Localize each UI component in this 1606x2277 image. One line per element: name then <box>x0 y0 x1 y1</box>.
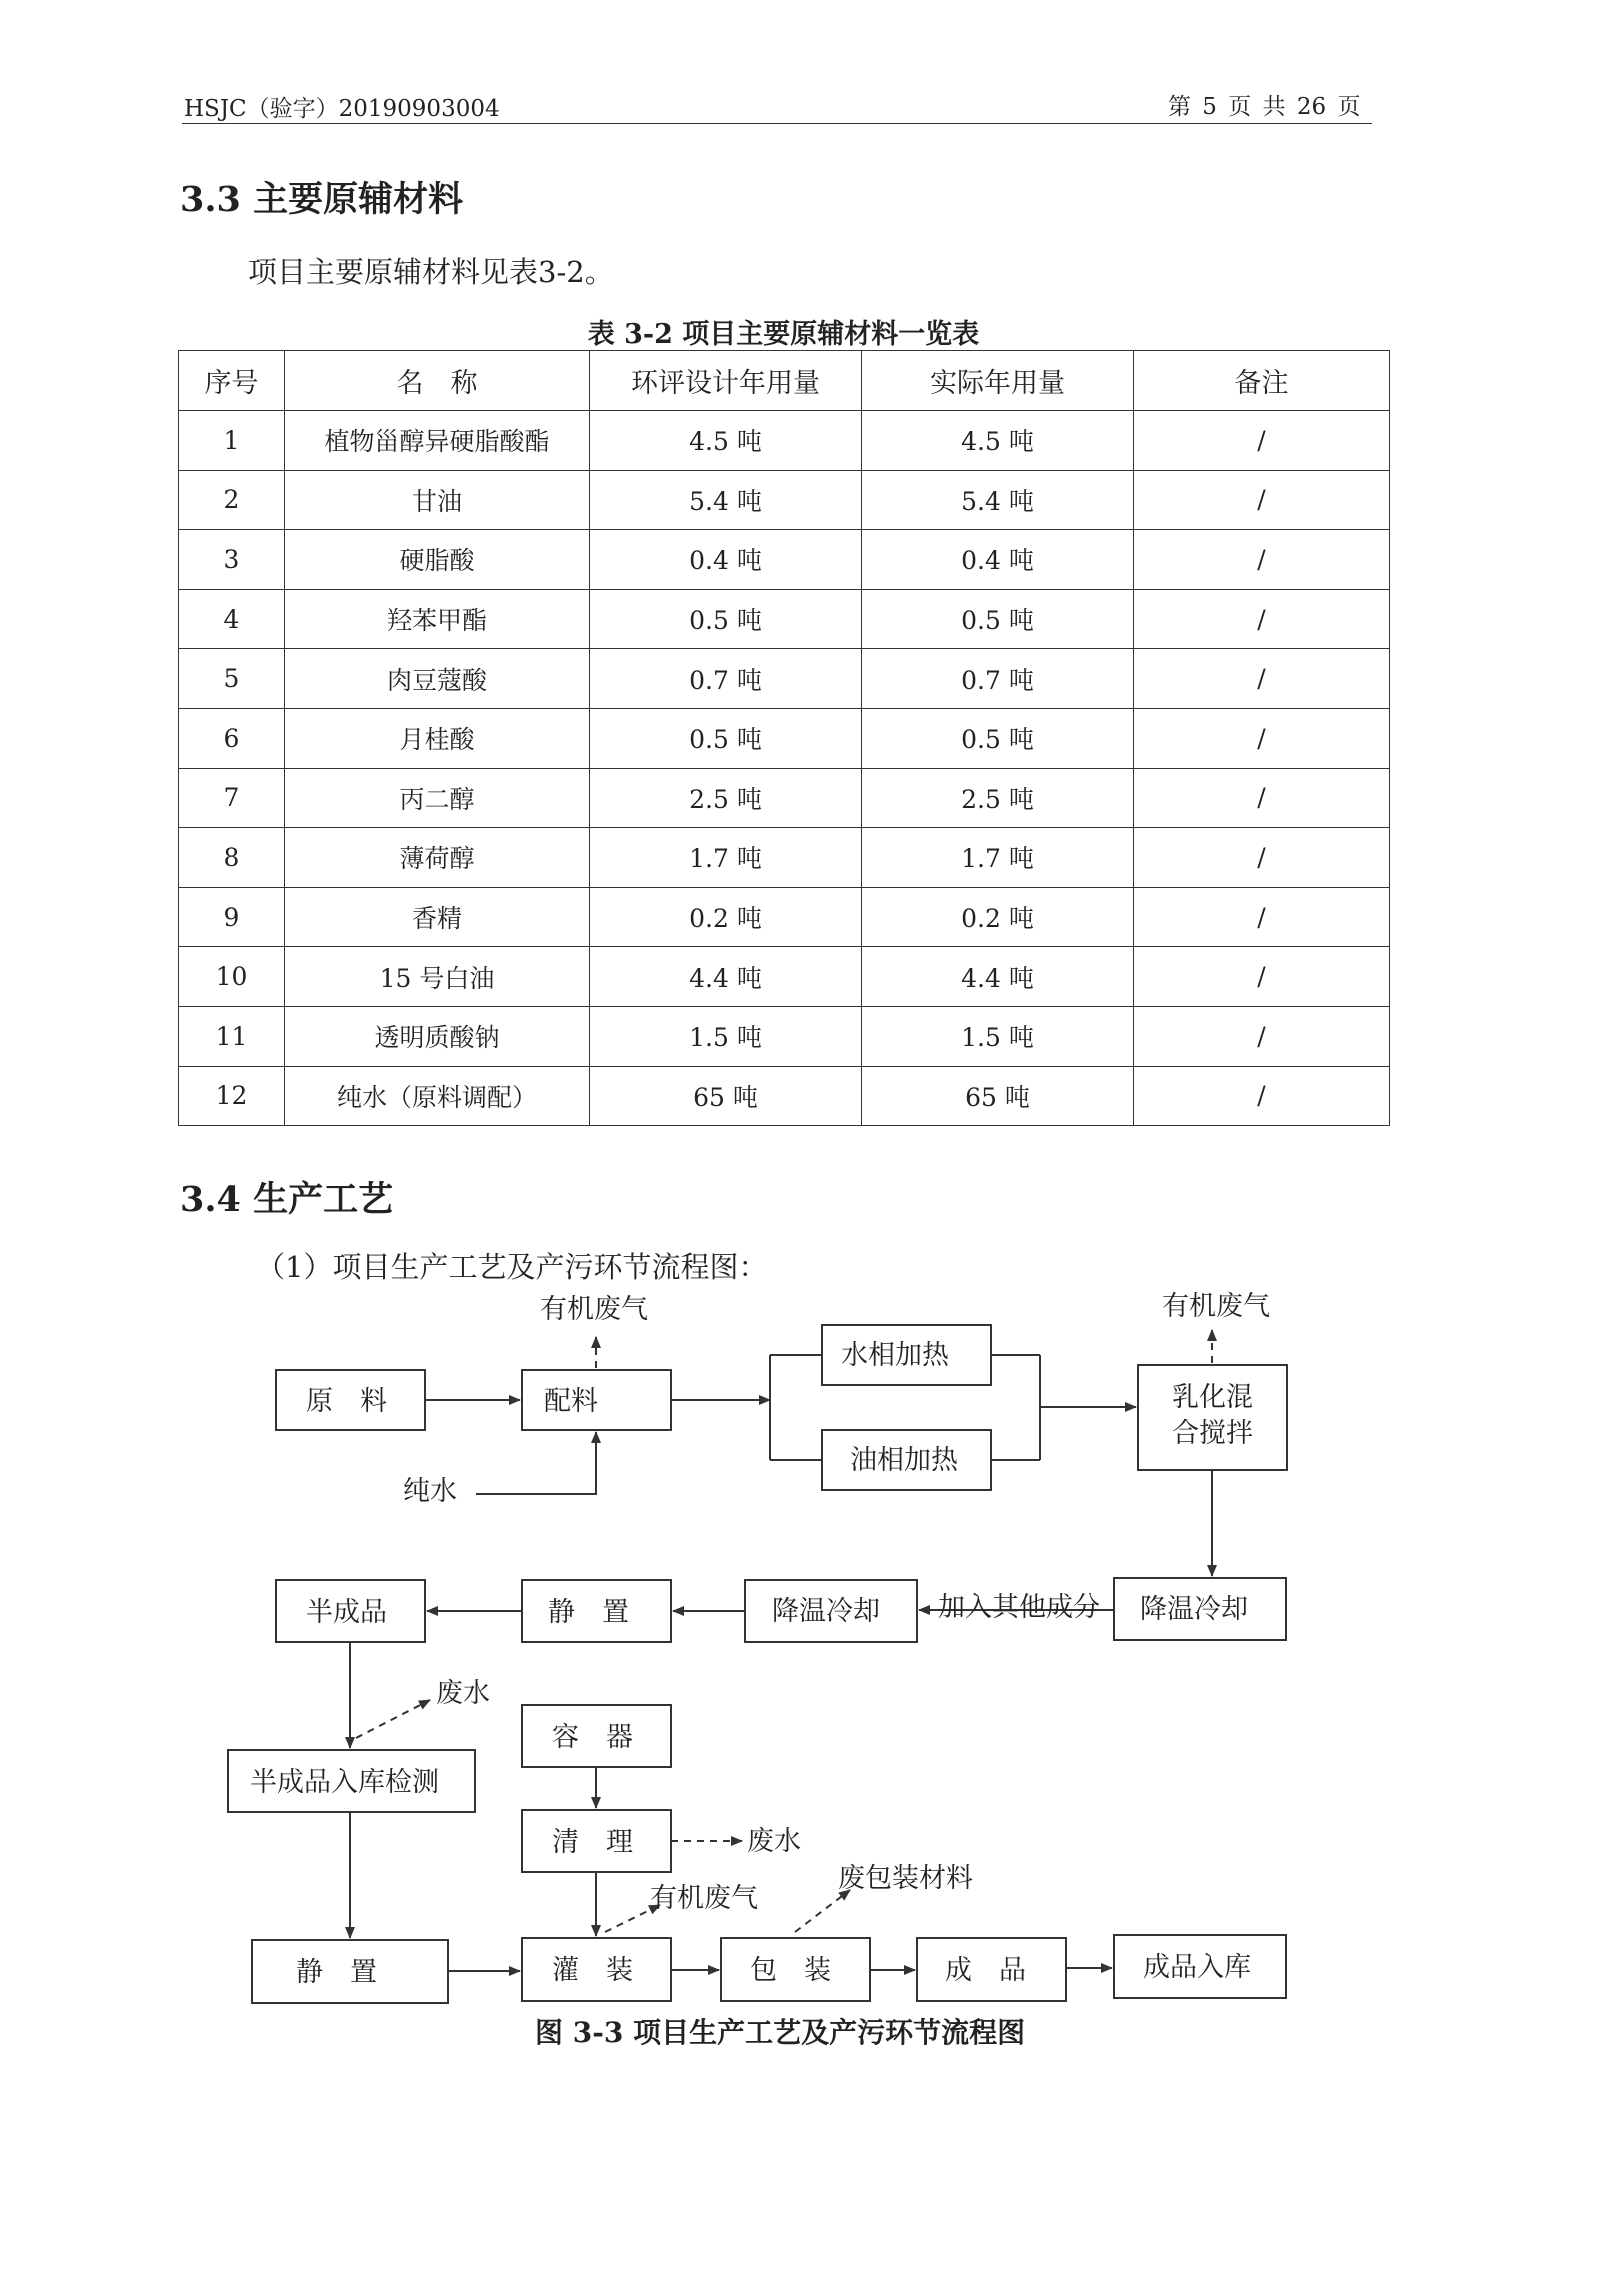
cell-index: 4 <box>179 589 285 649</box>
cell-index: 7 <box>179 768 285 828</box>
cell-actual-usage: 0.5 吨 <box>862 589 1134 649</box>
label-clean: 清 理 <box>552 1827 633 1858</box>
arrow-water-to-batching <box>476 1432 596 1494</box>
cell-actual-usage: 0.7 吨 <box>862 649 1134 709</box>
cell-design-usage: 0.2 吨 <box>590 887 862 947</box>
label-cool-1: 降温冷却 <box>772 1596 880 1627</box>
label-oil-phase: 油相加热 <box>850 1445 958 1476</box>
label-organic-gas-3: 有机废气 <box>650 1883 758 1914</box>
cell-actual-usage: 65 吨 <box>862 1066 1134 1126</box>
label-semi-inspect: 半成品入库检测 <box>250 1767 439 1798</box>
cell-remark: / <box>1134 1066 1390 1126</box>
label-stand-2: 静 置 <box>296 1957 377 1988</box>
cell-remark: / <box>1134 828 1390 888</box>
cell-name: 羟苯甲酯 <box>285 589 590 649</box>
cell-remark: / <box>1134 768 1390 828</box>
col-header-actual-usage: 实际年用量 <box>862 351 1134 411</box>
cell-design-usage: 4.4 吨 <box>590 947 862 1007</box>
section-title-3-4: 3.4 生产工艺 <box>180 1179 394 1220</box>
label-water-phase: 水相加热 <box>841 1340 949 1371</box>
col-header-remark: 备注 <box>1134 351 1390 411</box>
label-container: 容 器 <box>552 1722 633 1753</box>
label-semi-product: 半成品 <box>306 1597 387 1628</box>
cell-design-usage: 1.7 吨 <box>590 828 862 888</box>
cell-index: 11 <box>179 1006 285 1066</box>
cell-actual-usage: 5.4 吨 <box>862 470 1134 530</box>
label-waste-water-2: 废水 <box>747 1826 801 1857</box>
cell-index: 9 <box>179 887 285 947</box>
cell-actual-usage: 4.4 吨 <box>862 947 1134 1007</box>
cell-design-usage: 2.5 吨 <box>590 768 862 828</box>
cell-remark: / <box>1134 1006 1390 1066</box>
figure-caption: 图 3-3 项目生产工艺及产污环节流程图 <box>535 2016 1026 2049</box>
cell-index: 6 <box>179 708 285 768</box>
label-product: 成 品 <box>945 1955 1026 1986</box>
cell-name: 甘油 <box>285 470 590 530</box>
cell-design-usage: 5.4 吨 <box>590 470 862 530</box>
cell-name: 月桂酸 <box>285 708 590 768</box>
label-pure-water: 纯水 <box>403 1476 457 1507</box>
arrow-packing-waste <box>795 1890 850 1932</box>
label-filling: 灌 装 <box>552 1955 633 1986</box>
arrow-inspect-wastewater <box>356 1700 430 1738</box>
cell-remark: / <box>1134 708 1390 768</box>
cell-remark: / <box>1134 470 1390 530</box>
cell-design-usage: 1.5 吨 <box>590 1006 862 1066</box>
cell-name: 15 号白油 <box>285 947 590 1007</box>
table-caption: 表 3-2 项目主要原辅材料一览表 <box>587 319 980 350</box>
cell-index: 3 <box>179 530 285 590</box>
cell-index: 5 <box>179 649 285 709</box>
cell-actual-usage: 2.5 吨 <box>862 768 1134 828</box>
cell-design-usage: 0.5 吨 <box>590 708 862 768</box>
label-emulsify-2: 合搅拌 <box>1172 1418 1253 1449</box>
label-stand-1: 静 置 <box>548 1597 629 1628</box>
label-emulsify-1: 乳化混 <box>1172 1382 1253 1413</box>
flow-subtitle: （1）项目生产工艺及产污环节流程图： <box>256 1250 768 1284</box>
cell-actual-usage: 0.5 吨 <box>862 708 1134 768</box>
cell-remark: / <box>1134 887 1390 947</box>
label-raw-material: 原 料 <box>306 1386 387 1417</box>
cell-design-usage: 0.5 吨 <box>590 589 862 649</box>
cell-index: 10 <box>179 947 285 1007</box>
label-organic-gas-1: 有机废气 <box>540 1294 648 1325</box>
cell-index: 12 <box>179 1066 285 1126</box>
section-intro: 项目主要原辅材料见表3-2。 <box>248 255 614 289</box>
cell-name: 肉豆蔻酸 <box>285 649 590 709</box>
document-id: HSJC（验字）20190903004 <box>184 96 500 122</box>
cell-actual-usage: 4.5 吨 <box>862 411 1134 471</box>
cell-index: 2 <box>179 470 285 530</box>
label-waste-water-1: 废水 <box>436 1678 490 1709</box>
cell-name: 薄荷醇 <box>285 828 590 888</box>
cell-actual-usage: 0.2 吨 <box>862 887 1134 947</box>
cell-index: 8 <box>179 828 285 888</box>
cell-name: 硬脂酸 <box>285 530 590 590</box>
col-header-index: 序号 <box>179 351 285 411</box>
col-header-design-usage: 环评设计年用量 <box>590 351 862 411</box>
label-storage: 成品入库 <box>1143 1952 1251 1983</box>
cell-design-usage: 4.5 吨 <box>590 411 862 471</box>
col-header-name: 名 称 <box>285 351 590 411</box>
label-organic-gas-2: 有机废气 <box>1162 1291 1270 1322</box>
cell-actual-usage: 1.5 吨 <box>862 1006 1134 1066</box>
cell-name: 纯水（原料调配） <box>285 1066 590 1126</box>
cell-actual-usage: 0.4 吨 <box>862 530 1134 590</box>
cell-remark: / <box>1134 589 1390 649</box>
cell-actual-usage: 1.7 吨 <box>862 828 1134 888</box>
label-packing: 包 装 <box>750 1955 831 1986</box>
cell-name: 丙二醇 <box>285 768 590 828</box>
label-add-other: 加入其他成分 <box>938 1592 1100 1623</box>
cell-remark: / <box>1134 947 1390 1007</box>
cell-name: 植物甾醇异硬脂酸酯 <box>285 411 590 471</box>
label-batching: 配料 <box>544 1386 598 1417</box>
label-waste-pack: 废包装材料 <box>838 1863 973 1894</box>
cell-index: 1 <box>179 411 285 471</box>
cell-design-usage: 65 吨 <box>590 1066 862 1126</box>
cell-remark: / <box>1134 411 1390 471</box>
cell-design-usage: 0.4 吨 <box>590 530 862 590</box>
label-cool-2: 降温冷却 <box>1140 1594 1248 1625</box>
cell-name: 香精 <box>285 887 590 947</box>
cell-name: 透明质酸钠 <box>285 1006 590 1066</box>
section-title-3-3: 3.3 主要原辅材料 <box>180 179 464 220</box>
page-number: 第 5 页 共 26 页 <box>1168 94 1361 120</box>
cell-remark: / <box>1134 649 1390 709</box>
cell-remark: / <box>1134 530 1390 590</box>
cell-design-usage: 0.7 吨 <box>590 649 862 709</box>
